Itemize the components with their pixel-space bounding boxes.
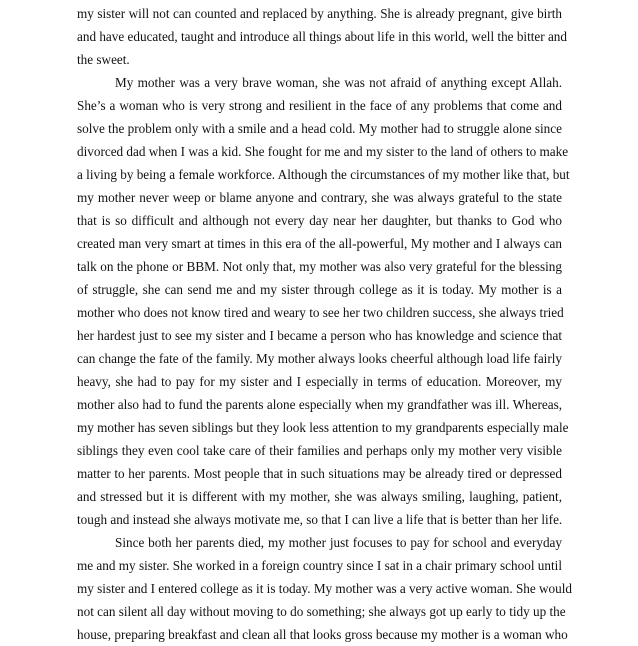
text-line-1: my sister will not can counted and replaced by anything. She is already pregnant, give birth (77, 6, 562, 21)
text-line-18: mother also had to fund the parents alone especially when my grandfather was ill. Whereas, (77, 397, 562, 412)
text-line-24: Since both her parents died, my mother just focuses to pay for school and everyday (115, 535, 562, 550)
text-line-28: house, preparing breakfast and clean all that looks gross because my mother is a woman who (77, 627, 568, 642)
text-line-26: my sister and I entered college as it is today. My mother was a very active woman. She would (77, 581, 573, 596)
text-line-22: and stressed but it is different with my mother, she was always smiling, laughing, patient, (77, 489, 562, 504)
text-line-11: created man very smart at times in this era of the all-powerful, My mother and I always can (77, 236, 562, 251)
text-line-6: solve the problem only with a smile and a head cold. My mother had to struggle alone since (77, 121, 562, 136)
text-line-13: of struggle, she can send me and my sister through college as it is today. My mother is a (77, 282, 562, 297)
text-line-7: divorced dad when I was a kid. She fought for me and my sister to the land of others to make (77, 144, 569, 159)
text-line-20: siblings they even cool take care of their families and perhaps only my mother very visible (77, 443, 562, 458)
text-line-5: She’s a woman who is very strong and resilient in the face of any problems that come and (77, 98, 562, 113)
text-line-17: heavy, she had to pay for my sister and I especially in terms of education. Moreover, my (77, 374, 562, 389)
text-line-3: the sweet. (77, 52, 130, 67)
text-line-15: her hardest just to see my sister and I became a person who has knowledge and science that (77, 328, 562, 343)
text-line-21: matter to her parents. Most people that in such situations may be already tired or depressed (77, 466, 562, 481)
text-line-25: me and my sister. She worked in a foreign country since I sat in a chair primary school until (77, 558, 562, 573)
text-line-27: not can silent all day without moving to do something; she always got up early to tidy up the (77, 604, 566, 619)
text-line-19: my mother has seven siblings but they look less attention to my grandparents especially male (77, 420, 569, 435)
text-line-4: My mother was a very brave woman, she was not afraid of anything except Allah. (115, 75, 562, 90)
text-line-12: talk on the phone or BBM. Not only that, my mother was also very grateful for the blessing (77, 259, 562, 274)
text-line-23: tough and instead she always motivate me, so that I can live a life that is better than her life. (77, 512, 563, 527)
text-line-14: mother who does not know tired and weary to see her two children success, she always tried (77, 305, 564, 320)
text-line-8: a living by being a female workforce. Although the circumstances of my mother like that, but (77, 167, 570, 182)
text-line-10: that is so difficult and although not every day near her daughter, but thanks to God who (77, 213, 562, 228)
text-line-2: and have educated, taught and introduce all things about life in this world, well the bitter and (77, 29, 567, 44)
text-line-16: can change the fate of the family. My mother always looks cheerful although load life fairly (77, 351, 562, 366)
text-line-9: my mother never weep or blame anyone and contrary, she was always grateful to the state (77, 190, 562, 205)
